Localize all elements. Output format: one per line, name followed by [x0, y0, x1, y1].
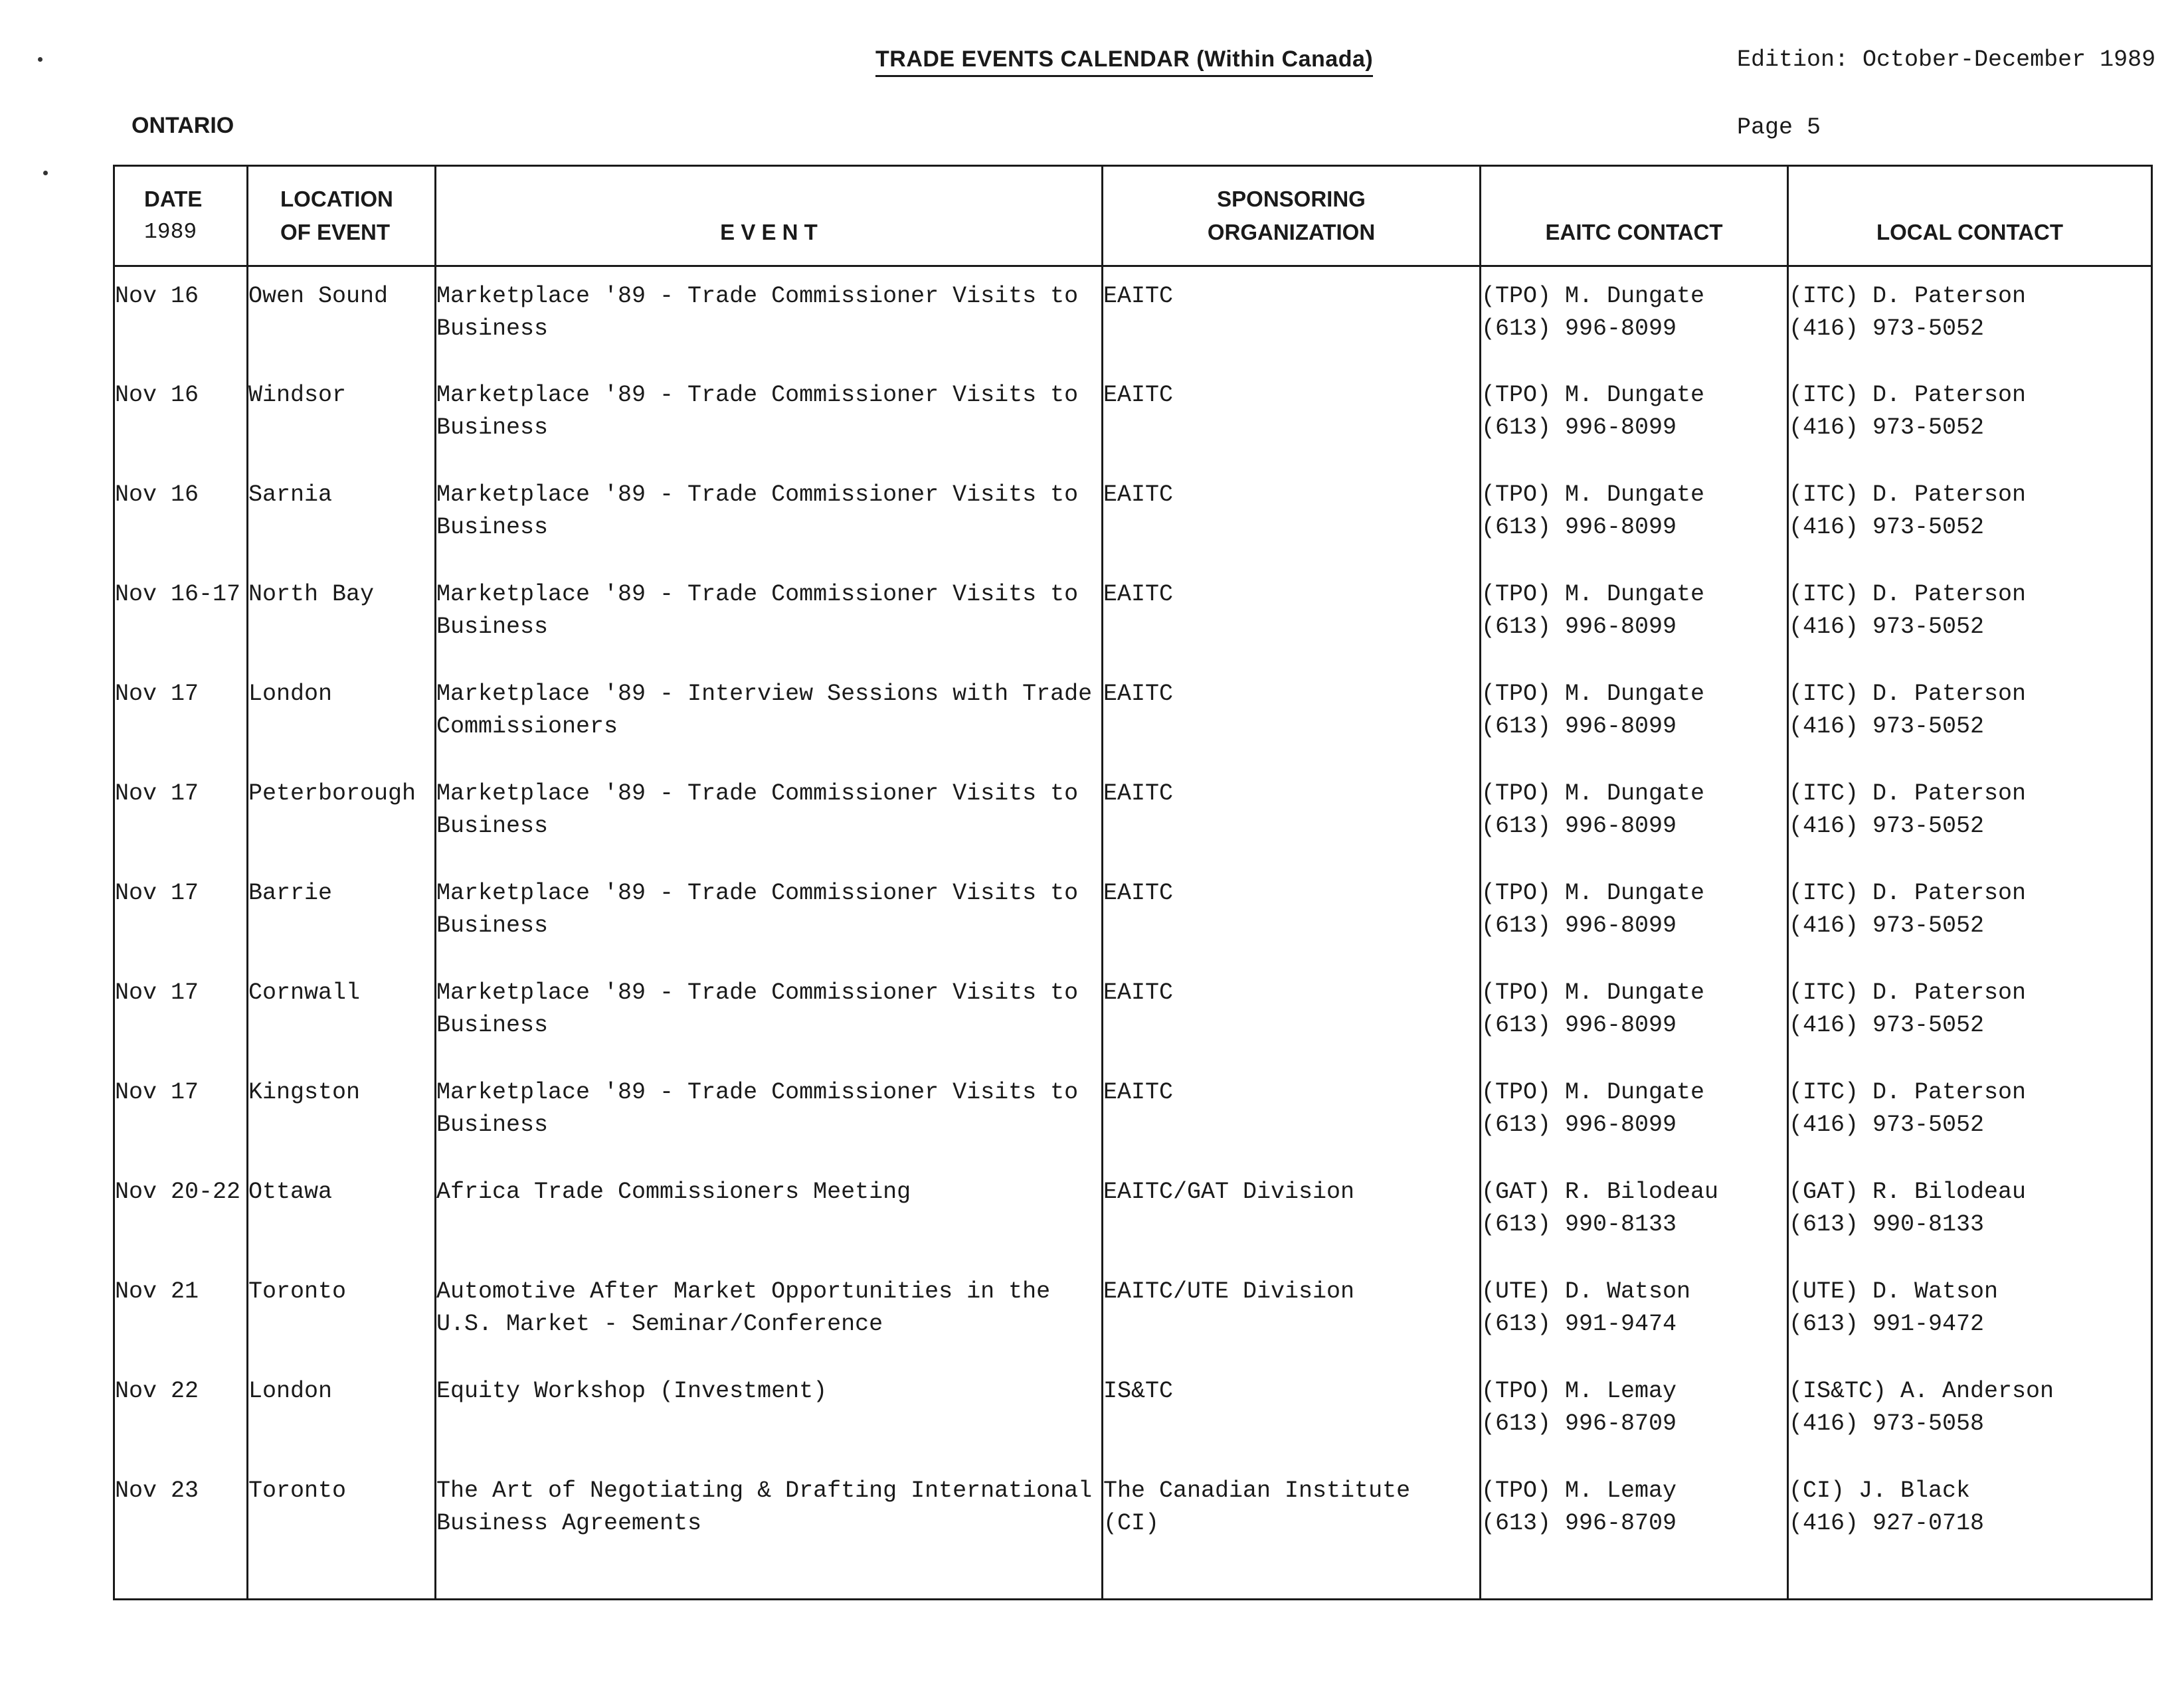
eaitc-column-header	[1481, 166, 1788, 266]
table-row	[114, 1163, 2152, 1262]
sponsoring-organization: IS&TC	[1103, 1362, 1481, 1462]
local-contact: (ITC) D. Paterson (416) 973-5052	[1788, 964, 2152, 1063]
event-date: Nov 16-17	[114, 565, 248, 665]
event-location: Ottawa	[248, 1163, 436, 1262]
table-row	[114, 764, 2152, 864]
location-column-header	[248, 166, 436, 266]
eaitc-header-label: EAITC CONTACT	[1545, 220, 1723, 244]
events-table	[113, 165, 2153, 1600]
sponsoring-organization: EAITC	[1103, 964, 1481, 1063]
event-name: Marketplace '89 - Trade Commissioner Visits to Business	[436, 266, 1103, 366]
event-name: Marketplace '89 - Trade Commissioner Visits to Business	[436, 366, 1103, 465]
table-row	[114, 964, 2152, 1063]
sponsoring-organization: EAITC	[1103, 266, 1481, 366]
event-location: Barrie	[248, 864, 436, 964]
local-contact: (ITC) D. Paterson (416) 973-5052	[1788, 565, 2152, 665]
local-contact: (ITC) D. Paterson (416) 973-5052	[1788, 1063, 2152, 1163]
local-contact: (ITC) D. Paterson (416) 973-5052	[1788, 864, 2152, 964]
table-row	[114, 366, 2152, 465]
date-header-label: DATE	[144, 187, 203, 211]
sponsoring-organization: EAITC	[1103, 565, 1481, 665]
eaitc-contact: (TPO) M. Dungate (613) 996-8099	[1481, 864, 1788, 964]
event-location: London	[248, 665, 436, 764]
event-date: Nov 23	[114, 1462, 248, 1600]
event-name: Marketplace '89 - Trade Commissioner Visits to Business	[436, 764, 1103, 864]
sponsoring-organization: EAITC	[1103, 764, 1481, 864]
local-contact: (ITC) D. Paterson (416) 973-5052	[1788, 764, 2152, 864]
eaitc-contact: (TPO) M. Dungate (613) 996-8099	[1481, 665, 1788, 764]
event-name: The Art of Negotiating & Drafting International Business Agreements	[436, 1462, 1103, 1600]
event-name: Marketplace '89 - Trade Commissioner Visits to Business	[436, 864, 1103, 964]
local-contact: (ITC) D. Paterson (416) 973-5052	[1788, 465, 2152, 565]
event-name: Automotive After Market Opportunities in the U.S. Market - Seminar/Conference	[436, 1262, 1103, 1362]
table-row	[114, 1262, 2152, 1362]
sponsoring-organization: EAITC	[1103, 1063, 1481, 1163]
event-name: Marketplace '89 - Interview Sessions with Trade Commissioners	[436, 665, 1103, 764]
event-column-header	[436, 166, 1103, 266]
table-row	[114, 1063, 2152, 1163]
event-date: Nov 16	[114, 465, 248, 565]
event-location: Sarnia	[248, 465, 436, 565]
event-location: Owen Sound	[248, 266, 436, 366]
local-contact: (ITC) D. Paterson (416) 973-5052	[1788, 266, 2152, 366]
sponsoring-organization: EAITC	[1103, 366, 1481, 465]
table-row	[114, 864, 2152, 964]
eaitc-contact: (TPO) M. Dungate (613) 996-8099	[1481, 266, 1788, 366]
table-row	[114, 565, 2152, 665]
table-row	[114, 1362, 2152, 1462]
event-location: Windsor	[248, 366, 436, 465]
event-date: Nov 16	[114, 266, 248, 366]
eaitc-contact: (TPO) M. Lemay (613) 996-8709	[1481, 1462, 1788, 1600]
sponsoring-organization: EAITC/UTE Division	[1103, 1262, 1481, 1362]
sponsor-column-header	[1103, 166, 1481, 266]
eaitc-contact: (TPO) M. Dungate (613) 996-8099	[1481, 764, 1788, 864]
event-location: Toronto	[248, 1462, 436, 1600]
eaitc-contact: (UTE) D. Watson (613) 991-9474	[1481, 1262, 1788, 1362]
event-location: London	[248, 1362, 436, 1462]
table-row	[114, 465, 2152, 565]
table-header-row	[114, 166, 2152, 266]
event-date: Nov 17	[114, 1063, 248, 1163]
event-name: Marketplace '89 - Trade Commissioner Visits to Business	[436, 465, 1103, 565]
event-location: Toronto	[248, 1262, 436, 1362]
event-date: Nov 20-22	[114, 1163, 248, 1262]
margin-dot	[38, 57, 43, 62]
event-date: Nov 17	[114, 764, 248, 864]
page-number: Page 5	[1737, 114, 1821, 141]
event-name: Africa Trade Commissioners Meeting	[436, 1163, 1103, 1262]
location-header-label-2: OF EVENT	[280, 220, 391, 244]
sponsor-header-label: SPONSORING	[1217, 187, 1366, 211]
event-date: Nov 17	[114, 864, 248, 964]
event-date: Nov 16	[114, 366, 248, 465]
sponsoring-organization: EAITC	[1103, 465, 1481, 565]
local-header-label: LOCAL CONTACT	[1876, 220, 2064, 244]
event-location: Kingston	[248, 1063, 436, 1163]
event-name: Marketplace '89 - Trade Commissioner Visits to Business	[436, 964, 1103, 1063]
local-contact: (GAT) R. Bilodeau (613) 990-8133	[1788, 1163, 2152, 1262]
event-name: Marketplace '89 - Trade Commissioner Visits to Business	[436, 565, 1103, 665]
eaitc-contact: (TPO) M. Dungate (613) 996-8099	[1481, 366, 1788, 465]
event-date: Nov 22	[114, 1362, 248, 1462]
document-title: TRADE EVENTS CALENDAR (Within Canada)	[875, 46, 1373, 77]
eaitc-contact: (TPO) M. Dungate (613) 996-8099	[1481, 1063, 1788, 1163]
margin-dot	[43, 171, 48, 175]
local-contact: (CI) J. Black (416) 927-0718	[1788, 1462, 2152, 1600]
eaitc-contact: (TPO) M. Lemay (613) 996-8709	[1481, 1362, 1788, 1462]
event-location: Peterborough	[248, 764, 436, 864]
table-row	[114, 1462, 2152, 1600]
event-date: Nov 21	[114, 1262, 248, 1362]
location-header-label: LOCATION	[280, 187, 393, 211]
event-name: Equity Workshop (Investment)	[436, 1362, 1103, 1462]
event-location: Cornwall	[248, 964, 436, 1063]
edition-label: Edition: October-December 1989	[1737, 46, 2156, 73]
event-location: North Bay	[248, 565, 436, 665]
event-date: Nov 17	[114, 665, 248, 764]
eaitc-contact: (TPO) M. Dungate (613) 996-8099	[1481, 465, 1788, 565]
sponsoring-organization: EAITC/GAT Division	[1103, 1163, 1481, 1262]
eaitc-contact: (TPO) M. Dungate (613) 996-8099	[1481, 565, 1788, 665]
local-contact: (UTE) D. Watson (613) 991-9472	[1788, 1262, 2152, 1362]
sponsoring-organization: EAITC	[1103, 665, 1481, 764]
local-contact: (IS&TC) A. Anderson (416) 973-5058	[1788, 1362, 2152, 1462]
event-header-label: E V E N T	[720, 220, 818, 244]
table-row	[114, 665, 2152, 764]
local-contact: (ITC) D. Paterson (416) 973-5052	[1788, 366, 2152, 465]
date-column-header	[114, 166, 248, 266]
local-column-header	[1788, 166, 2152, 266]
table-row	[114, 266, 2152, 366]
event-name: Marketplace '89 - Trade Commissioner Visits to Business	[436, 1063, 1103, 1163]
local-contact: (ITC) D. Paterson (416) 973-5052	[1788, 665, 2152, 764]
sponsoring-organization: The Canadian Institute (CI)	[1103, 1462, 1481, 1600]
sponsor-header-label-2: ORGANIZATION	[1207, 220, 1376, 244]
sponsoring-organization: EAITC	[1103, 864, 1481, 964]
year-header-label: 1989	[144, 220, 197, 244]
eaitc-contact: (GAT) R. Bilodeau (613) 990-8133	[1481, 1163, 1788, 1262]
region-heading: ONTARIO	[132, 113, 234, 138]
eaitc-contact: (TPO) M. Dungate (613) 996-8099	[1481, 964, 1788, 1063]
event-date: Nov 17	[114, 964, 248, 1063]
